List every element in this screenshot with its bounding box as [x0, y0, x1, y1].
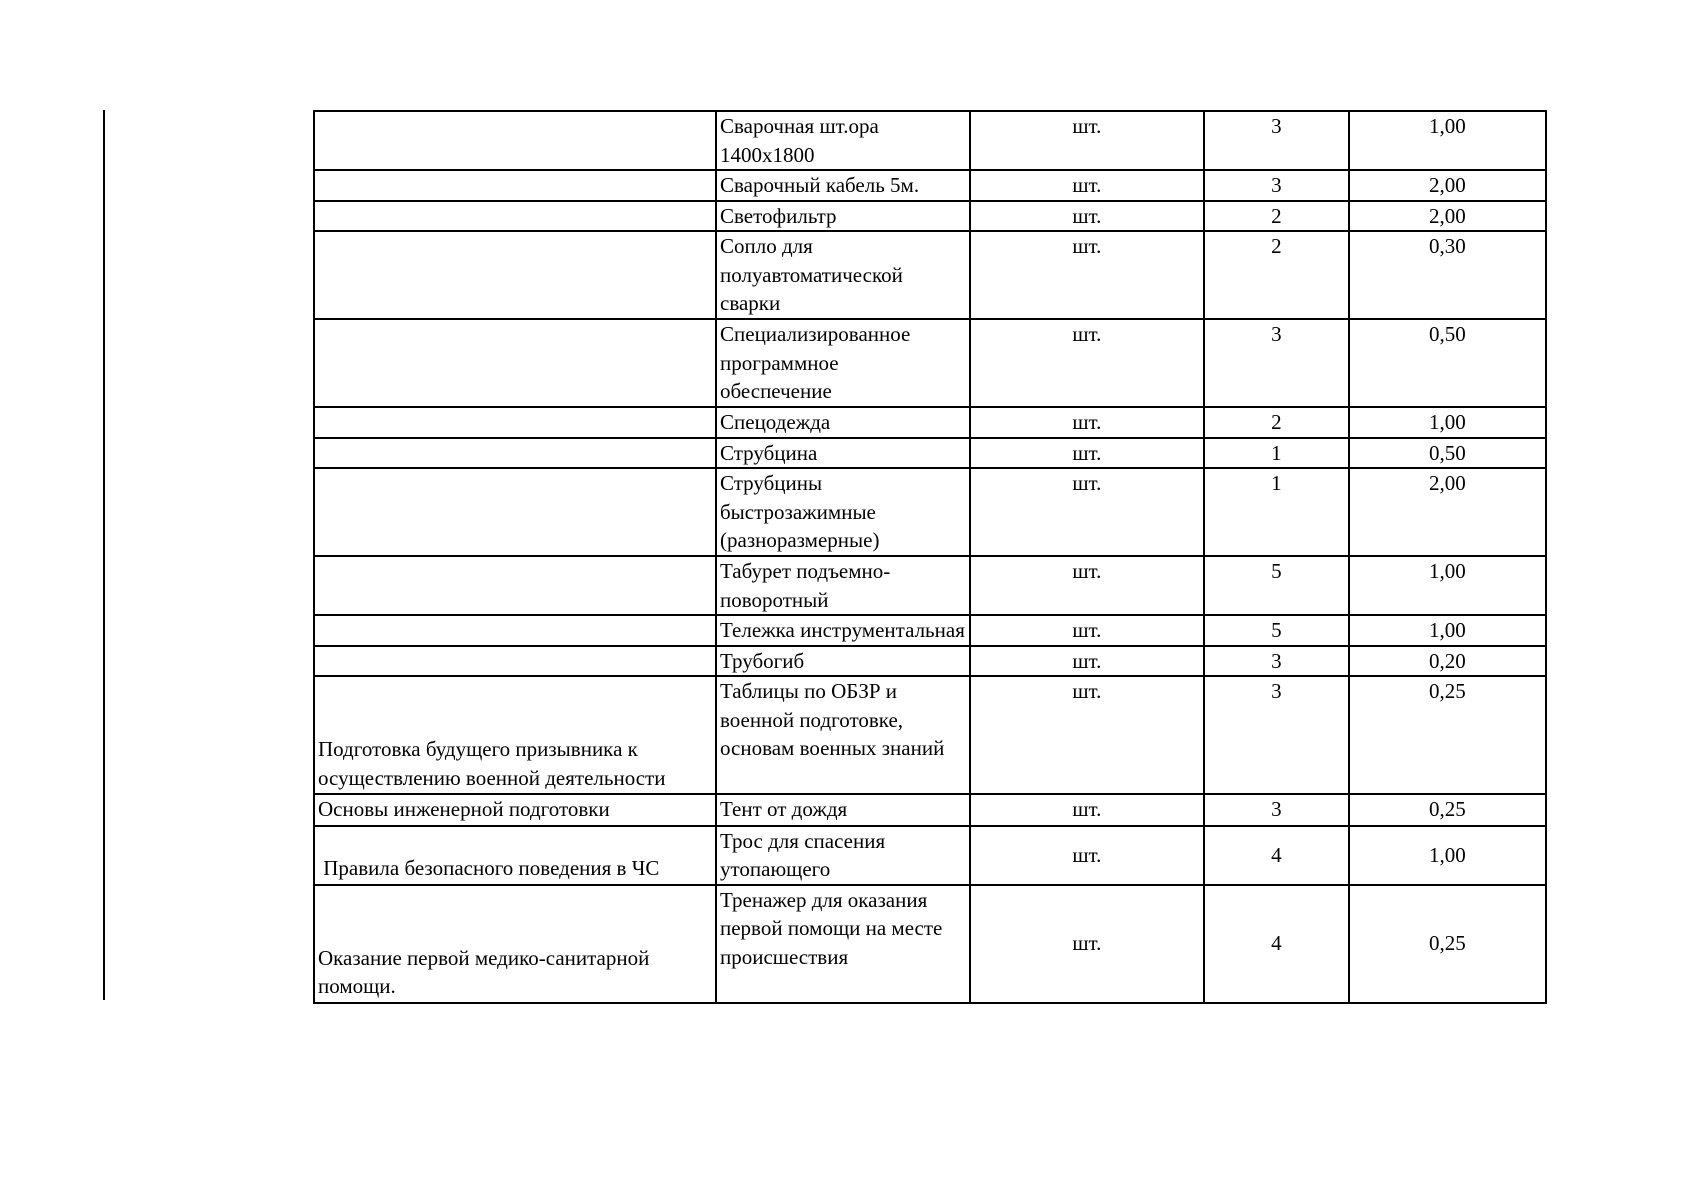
subject-cell	[314, 826, 716, 885]
unit-cell: шт.	[970, 885, 1204, 1003]
item-name-line: Специализированное	[720, 322, 911, 346]
quantity-cell: 4	[1204, 885, 1349, 1003]
subject-cell	[314, 615, 716, 646]
table-row	[314, 615, 1546, 646]
subject-cell	[314, 885, 716, 1003]
subject-line: Правила безопасного поведения в ЧС	[318, 856, 660, 880]
value-cell: 1,00	[1349, 615, 1546, 646]
quantity-cell: 3	[1204, 794, 1349, 826]
quantity-cell: 5	[1204, 615, 1349, 646]
subject-cell	[314, 646, 716, 677]
value-cell: 1,00	[1349, 407, 1546, 438]
item-name-line: сварки	[720, 291, 781, 315]
unit-cell: шт.	[970, 231, 1204, 319]
unit-cell: шт.	[970, 615, 1204, 646]
item-name-line: первой помощи на месте	[720, 916, 943, 940]
table-row	[314, 319, 1546, 407]
table-row	[314, 676, 1546, 794]
item-name-line: основам военных знаний	[720, 736, 945, 760]
quantity-cell: 1	[1204, 438, 1349, 469]
item-name-cell	[716, 794, 970, 826]
unit-cell: шт.	[970, 646, 1204, 677]
table-row	[314, 407, 1546, 438]
item-name-cell	[716, 438, 970, 469]
item-name-cell	[716, 319, 970, 407]
item-name-cell	[716, 231, 970, 319]
page-margin-line	[103, 110, 105, 1000]
table-row	[314, 468, 1546, 556]
subject-cell	[314, 201, 716, 232]
subject-line: помощи.	[318, 974, 396, 998]
table-row	[314, 170, 1546, 201]
table-row	[314, 438, 1546, 469]
item-name-cell	[716, 556, 970, 615]
item-name-line: Струбцина	[720, 440, 818, 465]
subject-cell	[314, 794, 716, 826]
value-cell: 0,20	[1349, 646, 1546, 677]
item-name-line: Спецодежда	[720, 410, 831, 434]
item-name-line: быстрозажимные	[720, 499, 876, 524]
table-row	[314, 231, 1546, 319]
item-name-line: утопающего	[720, 857, 831, 881]
item-name-line: 1400х1800	[720, 142, 815, 167]
value-cell: 0,25	[1349, 885, 1546, 1003]
unit-cell: шт.	[970, 407, 1204, 438]
item-name-cell	[716, 826, 970, 885]
table-row	[314, 111, 1546, 170]
subject-line: осуществлению военной деятельности	[318, 765, 666, 790]
subject-cell	[314, 170, 716, 201]
item-name-cell	[716, 676, 970, 794]
subject-cell	[314, 231, 716, 319]
item-name-line: Табурет подъемно-	[720, 559, 891, 583]
item-name-cell	[716, 407, 970, 438]
unit-cell: шт.	[970, 319, 1204, 407]
item-name-line: Сопло для	[720, 234, 813, 258]
table-row	[314, 885, 1546, 1003]
table-row	[314, 201, 1546, 232]
subject-cell	[314, 468, 716, 556]
quantity-cell: 3	[1204, 676, 1349, 794]
value-cell: 0,30	[1349, 231, 1546, 319]
value-cell: 2,00	[1349, 201, 1546, 232]
table-row	[314, 646, 1546, 677]
item-name-cell	[716, 170, 970, 201]
subject-line: Основы инженерной подготовки	[318, 797, 610, 821]
value-cell: 1,00	[1349, 826, 1546, 885]
item-name-cell	[716, 111, 970, 170]
value-cell: 0,50	[1349, 438, 1546, 469]
table-row	[314, 794, 1546, 826]
value-cell: 2,00	[1349, 170, 1546, 201]
value-cell: 1,00	[1349, 556, 1546, 615]
item-name-cell	[716, 201, 970, 232]
item-name-line: Тент от дождя	[720, 797, 848, 821]
subject-cell	[314, 111, 716, 170]
quantity-cell: 3	[1204, 111, 1349, 170]
item-name-line: Светофильтр	[720, 203, 837, 228]
quantity-cell: 2	[1204, 201, 1349, 232]
item-name-line: Сварочная шт.ора	[720, 114, 879, 138]
item-name-line: Тележка инструментальная	[720, 618, 965, 642]
item-name-line: обеспечение	[720, 379, 832, 403]
item-name-cell	[716, 646, 970, 677]
unit-cell: шт.	[970, 556, 1204, 615]
unit-cell: шт.	[970, 111, 1204, 170]
subject-line: Оказание первой медико-санитарной	[318, 945, 650, 970]
item-name-cell	[716, 615, 970, 646]
unit-cell: шт.	[970, 794, 1204, 826]
quantity-cell: 2	[1204, 231, 1349, 319]
value-cell: 0,25	[1349, 794, 1546, 826]
quantity-cell: 4	[1204, 826, 1349, 885]
unit-cell: шт.	[970, 170, 1204, 201]
subject-cell	[314, 319, 716, 407]
quantity-cell: 3	[1204, 170, 1349, 201]
table-row	[314, 556, 1546, 615]
quantity-cell: 3	[1204, 646, 1349, 677]
unit-cell: шт.	[970, 201, 1204, 232]
item-name-line: Трос для спасения	[720, 828, 886, 853]
value-cell: 0,25	[1349, 676, 1546, 794]
table-row	[314, 826, 1546, 885]
quantity-cell: 5	[1204, 556, 1349, 615]
item-name-line: военной подготовке,	[720, 707, 904, 732]
subject-cell	[314, 407, 716, 438]
item-name-line: полуавтоматической	[720, 262, 903, 287]
value-cell: 0,50	[1349, 319, 1546, 407]
value-cell: 1,00	[1349, 111, 1546, 170]
item-name-line: происшествия	[720, 944, 849, 969]
item-name-line: программное	[720, 350, 839, 375]
subject-cell	[314, 556, 716, 615]
subject-cell	[314, 438, 716, 469]
item-name-line: Тренажер для оказания	[720, 887, 928, 912]
subject-line: Подготовка будущего призывника к	[318, 737, 638, 761]
item-name-cell	[716, 885, 970, 1003]
item-name-line: Трубогиб	[720, 648, 805, 673]
item-name-line: (разноразмерные)	[720, 528, 880, 552]
subject-cell	[314, 676, 716, 794]
unit-cell: шт.	[970, 676, 1204, 794]
item-name-line: поворотный	[720, 587, 829, 612]
quantity-cell: 2	[1204, 407, 1349, 438]
unit-cell: шт.	[970, 468, 1204, 556]
unit-cell: шт.	[970, 438, 1204, 469]
item-name-line: Сварочный кабель 5м.	[720, 173, 920, 197]
item-name-line: Таблицы по ОБЗР и	[720, 679, 898, 703]
value-cell: 2,00	[1349, 468, 1546, 556]
item-name-cell	[716, 468, 970, 556]
quantity-cell: 1	[1204, 468, 1349, 556]
unit-cell: шт.	[970, 826, 1204, 885]
item-name-line: Струбцины	[720, 471, 823, 495]
quantity-cell: 3	[1204, 319, 1349, 407]
equipment-table	[313, 110, 1547, 1004]
